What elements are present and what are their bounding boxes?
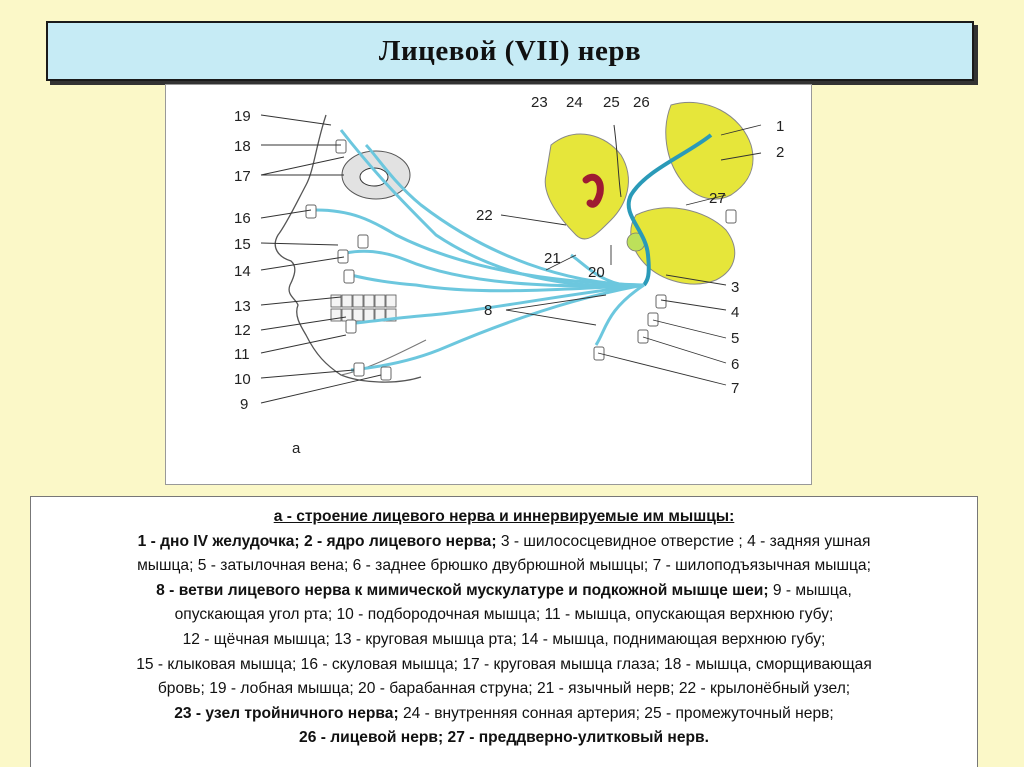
label-13: 13	[234, 298, 251, 315]
label-6: 6	[731, 356, 740, 373]
label-22: 22	[476, 207, 493, 224]
label-17: 17	[234, 168, 251, 185]
caption-line-3	[37, 579, 971, 604]
caption-heading: а - строение лицевого нерва и иннервируемые им мышцы:	[273, 508, 735, 525]
label-11: 11	[234, 346, 250, 363]
caption-line-8-bold: 23 - узел тройничного нерва;	[174, 704, 399, 722]
label-15: 15	[234, 236, 251, 253]
label-26: 26	[633, 94, 650, 111]
label-23: 23	[531, 94, 548, 111]
caption-line-4: опускающая угол рта; 10 - подбородочная мышца; 11 - мышца, опускающая верхнюю губу;	[174, 606, 834, 624]
label-12: 12	[234, 322, 251, 339]
caption-line-8	[37, 702, 971, 727]
label-21: 21	[544, 250, 561, 267]
label-3: 3	[731, 279, 740, 296]
label-16: 16	[234, 210, 251, 227]
panel-label: а	[292, 440, 301, 457]
caption-line-8-rest: 24 - внутренняя сонная артерия; 25 - промежуточный нерв;	[398, 704, 834, 722]
brainstem	[666, 102, 753, 199]
label-20: 20	[588, 264, 605, 281]
facial-nerve-diagram	[166, 85, 811, 484]
figure-caption	[30, 496, 978, 767]
anatomy-figure	[165, 84, 812, 485]
caption-line-5: 12 - щёчная мышца; 13 - круговая мышца рта; 14 - мышца, поднимающая верхнюю губу;	[182, 630, 826, 648]
caption-line-1	[37, 530, 971, 555]
label-7: 7	[731, 380, 740, 397]
label-5: 5	[731, 330, 740, 347]
caption-line-3-bold: 8 - ветви лицевого нерва к мимической мускулатуре и подкожной мышце шеи;	[156, 581, 769, 599]
caption-line-1-rest: 3 - шилососцевидное отверстие ; 4 - задняя ушная	[496, 532, 871, 550]
caption-line-7: бровь; 19 - лобная мышца; 20 - барабанная струна; 21 - язычный нерв; 22 - крылонёбный узел;	[157, 680, 851, 698]
caption-line-9-bold: 26 - лицевой нерв; 27 - преддверно-улитковый нерв.	[299, 729, 709, 747]
label-10: 10	[234, 371, 251, 388]
label-14: 14	[234, 263, 251, 280]
teeth	[331, 295, 396, 321]
caption-line-1-bold: 1 - дно IV желудочка; 2 - ядро лицевого нерва;	[137, 532, 497, 550]
caption-line-6: 15 - клыковая мышца; 16 - скуловая мышца; 17 - круговая мышца глаза; 18 - мышца, сморщивающая	[136, 655, 872, 673]
label-24: 24	[566, 94, 583, 111]
caption-line-2: мышца; 5 - затылочная вена; 6 - заднее брюшко двубрюшной мышцы; 7 - шилоподъязычная мышца;	[137, 557, 871, 575]
caption-line-3-rest: 9 - мышца,	[768, 581, 852, 599]
label-1: 1	[776, 118, 785, 135]
label-4: 4	[731, 304, 740, 321]
page-title: Лицевой (VII) нерв	[378, 34, 642, 67]
label-25: 25	[603, 94, 620, 111]
label-2: 2	[776, 144, 785, 161]
label-9: 9	[240, 396, 249, 413]
face-profile	[275, 115, 421, 382]
caption-line-9	[37, 726, 971, 751]
title-banner	[46, 21, 974, 81]
label-19: 19	[234, 108, 251, 125]
label-8: 8	[484, 302, 493, 319]
label-27: 27	[709, 190, 726, 207]
label-18: 18	[234, 138, 251, 155]
